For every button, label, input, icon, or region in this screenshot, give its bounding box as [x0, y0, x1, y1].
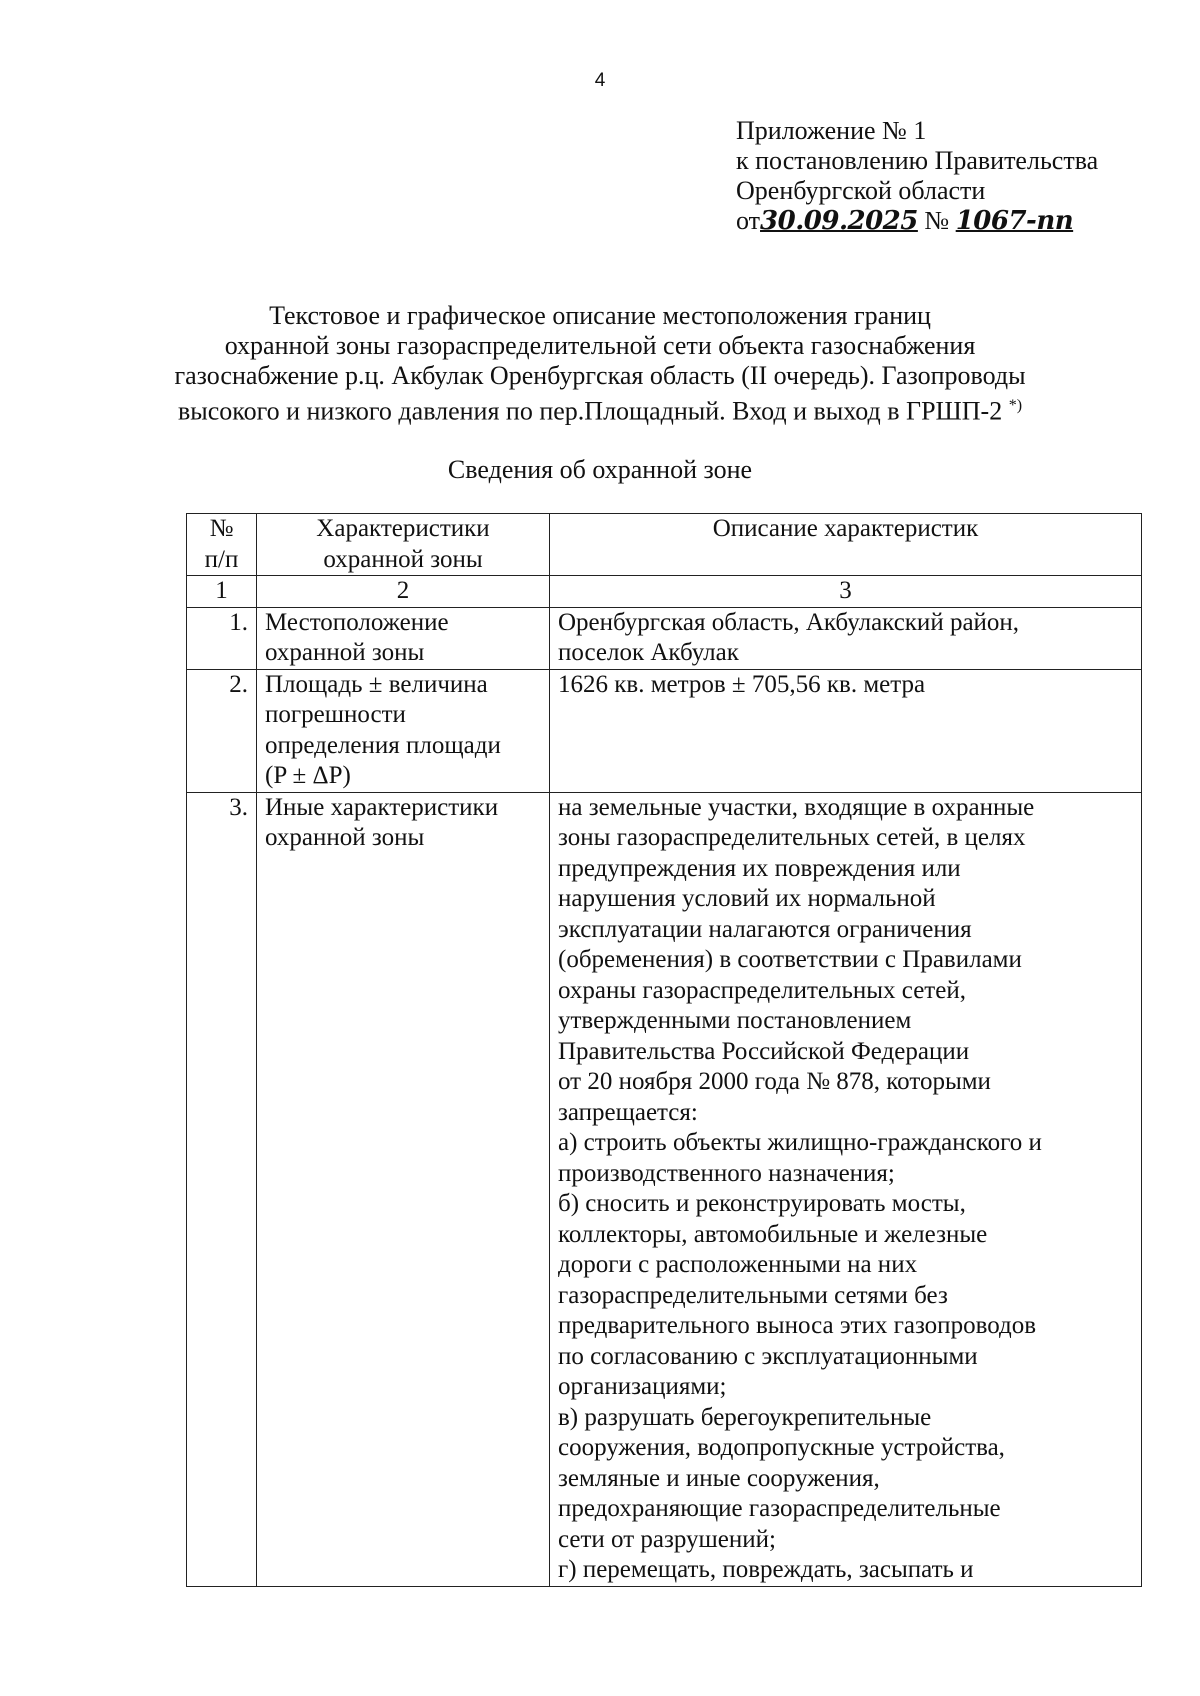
title-line-4-text: высокого и низкого давления по пер.Площадный. Вход и выход в ГРШП-2	[177, 396, 1003, 426]
characteristic-line: охранной зоны	[265, 824, 425, 851]
table-row	[187, 669, 1142, 792]
description-line: утвержденными постановлением	[558, 1007, 912, 1034]
row-number: 1.	[187, 607, 257, 669]
description-line: земляные и иные сооружения,	[558, 1464, 880, 1492]
column-number-2: 2	[257, 576, 550, 608]
table-row	[187, 607, 1142, 669]
description-line: охраны газораспределительных сетей,	[558, 976, 966, 1004]
column-numbers-row	[187, 576, 1142, 608]
row-description	[550, 792, 1142, 1586]
title-line-2: охранной зоны газораспределительной сети объекта газоснабжения	[224, 331, 976, 360]
number-prefix: №	[924, 206, 950, 235]
header-characteristics-line-2: охранной зоны	[323, 545, 483, 573]
header-number-line-1: №	[209, 515, 234, 542]
description-line: на земельные участки, входящие в охранные	[558, 793, 1035, 821]
description-line: газораспределительными сетями без	[558, 1281, 948, 1309]
table-header-row	[187, 514, 1142, 576]
row-description	[550, 669, 1142, 792]
document-title	[0, 301, 1200, 427]
description-line: производственного назначения;	[558, 1159, 895, 1187]
appendix-header	[736, 116, 1098, 236]
appendix-line-3: Оренбургской области	[736, 176, 986, 205]
column-number-1: 1	[187, 576, 257, 608]
footnote-mark: *)	[1008, 397, 1023, 414]
description-line: зоны газораспределительных сетей, в целях	[558, 824, 1026, 851]
section-subtitle: Сведения об охранной зоне	[447, 455, 753, 484]
header-characteristics-line-1: Характеристики	[316, 515, 490, 542]
row-number: 2.	[187, 669, 257, 792]
characteristic-line: Площадь ± величина	[265, 670, 488, 698]
description-line: (обременения) в соответствии с Правилами	[558, 946, 1022, 973]
table-row	[187, 792, 1142, 1586]
header-number-line-2: п/п	[204, 545, 239, 573]
description-line: г) перемещать, повреждать, засыпать и	[558, 1556, 974, 1583]
description-line: эксплуатации налагаются ограничения	[558, 915, 972, 943]
description-line: сооружения, водопропускные устройства,	[558, 1434, 1005, 1461]
characteristic-line: Местоположение	[265, 608, 449, 636]
characteristic-line: определения площади	[265, 731, 501, 759]
characteristic-line: охранной зоны	[265, 639, 425, 666]
description-line: в) разрушать берегоукрепительные	[558, 1403, 932, 1431]
characteristic-line: Иные характеристики	[265, 793, 499, 821]
row-description	[550, 607, 1142, 669]
appendix-line-2: к постановлению Правительства	[736, 146, 1099, 175]
description-line: б) сносить и реконструировать мосты,	[558, 1190, 966, 1217]
title-line-1: Текстовое и графическое описание местоположения границ	[269, 301, 931, 330]
description-line: нарушения условий их нормальной	[558, 885, 936, 912]
handwritten-date: 30.09.2025	[760, 206, 918, 236]
header-number	[187, 514, 257, 576]
page-number: 4	[594, 70, 606, 91]
row-characteristic	[257, 792, 550, 1586]
column-number-3: 3	[550, 576, 1142, 608]
handwritten-number: 1067-пп	[955, 206, 1074, 236]
description-line: Оренбургская область, Акбулакский район,	[558, 608, 1020, 636]
description-line: предупреждения их повреждения или	[558, 854, 961, 882]
appendix-line-1: Приложение № 1	[736, 116, 927, 145]
description-line: от 20 ноября 2000 года № 878, которыми	[558, 1068, 991, 1095]
description-line: запрещается:	[558, 1098, 698, 1126]
title-line-4	[0, 391, 1200, 427]
row-characteristic	[257, 607, 550, 669]
description-line: поселок Акбулак	[558, 639, 739, 666]
description-line: предварительного выноса этих газопроводов	[558, 1312, 1037, 1339]
appendix-date-number-line	[736, 206, 1098, 236]
row-characteristic	[257, 669, 550, 792]
header-description: Описание характеристик	[550, 514, 1142, 576]
date-prefix: от	[736, 206, 761, 235]
characteristic-line: погрешности	[265, 701, 406, 728]
description-line: а) строить объекты жилищно-гражданского и	[558, 1129, 1042, 1156]
description-line: дороги с расположенными на них	[558, 1251, 918, 1278]
protection-zone-table	[186, 513, 1142, 1587]
description-line: предохраняющие газораспределительные	[558, 1495, 1001, 1522]
header-characteristics	[257, 514, 550, 576]
description-line: 1626 кв. метров ± 705,56 кв. метра	[558, 670, 926, 698]
title-line-3: газоснабжение р.ц. Акбулак Оренбургская область (II очередь). Газопроводы	[174, 361, 1026, 390]
row-number: 3.	[187, 792, 257, 1586]
description-line: по согласованию с эксплуатационными	[558, 1342, 978, 1370]
description-line: Правительства Российской Федерации	[558, 1037, 970, 1065]
description-line: организациями;	[558, 1373, 727, 1400]
description-line: сети от разрушений;	[558, 1525, 776, 1553]
description-line: коллекторы, автомобильные и железные	[558, 1220, 988, 1248]
characteristic-line: (P ± ΔP)	[265, 762, 351, 789]
